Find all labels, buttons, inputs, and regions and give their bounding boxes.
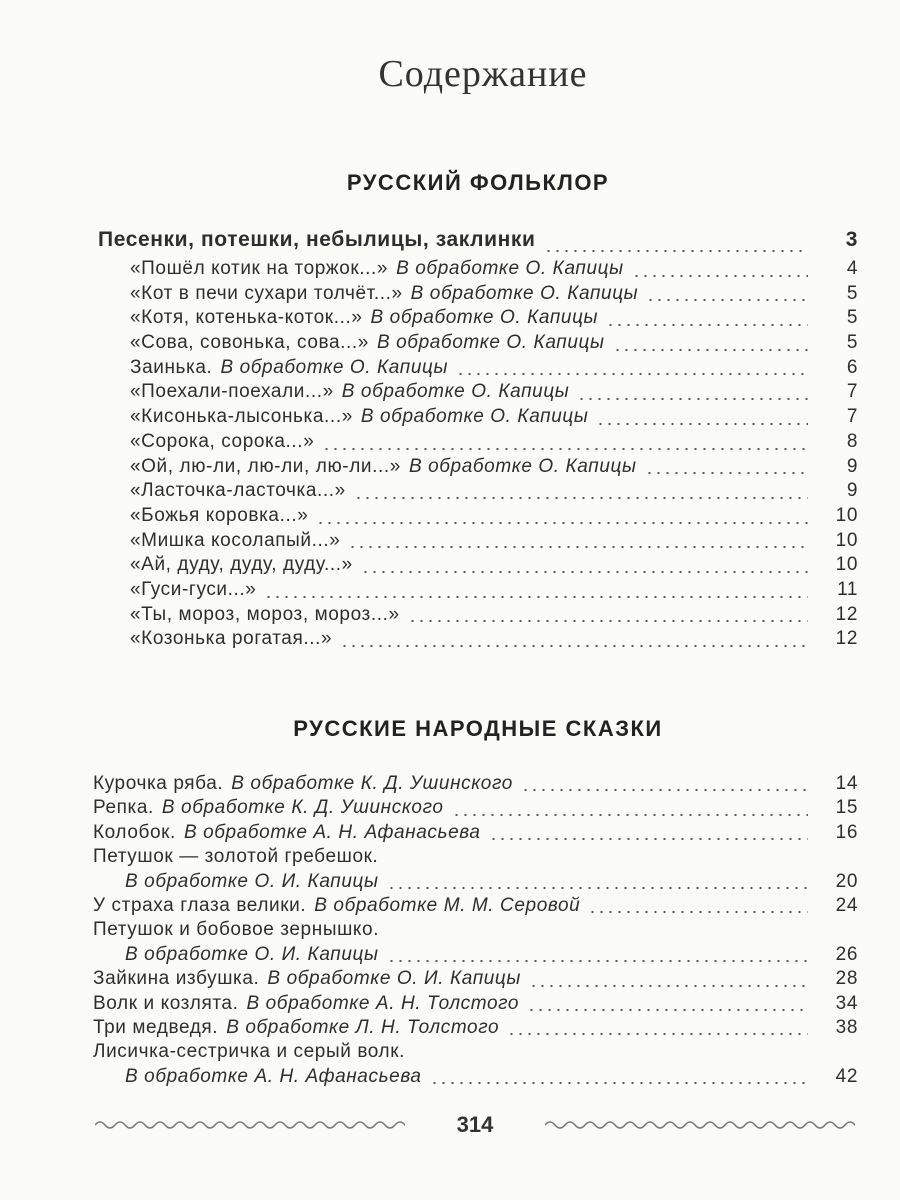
toc-entry	[0, 1017, 900, 1041]
entry-title: «Кот в печи сухари толчёт...»	[130, 282, 403, 304]
toc-entry	[0, 406, 900, 431]
toc-list-folklore	[0, 228, 900, 653]
dot-leader	[507, 1032, 808, 1036]
dot-leader	[456, 372, 808, 376]
dot-leader	[527, 1008, 808, 1012]
entry-title: Зайкина избушка.	[93, 968, 260, 990]
dot-leader	[588, 910, 808, 914]
toc-entry	[0, 456, 900, 481]
entry-author: В обработке А. Н. Афанасьева	[125, 1065, 422, 1087]
entry-title: Песенки, потешки, небылицы, заклинки	[98, 228, 536, 251]
entry-author: В обработке К. Д. Ушинского	[161, 797, 444, 819]
entry-author: В обработке О. Капицы	[408, 455, 637, 477]
toc-entry	[0, 1041, 900, 1065]
toc-list-fairy-tales	[0, 773, 900, 1090]
dot-leader	[361, 570, 808, 574]
toc-entry	[0, 773, 900, 797]
entry-page: 3	[845, 228, 858, 251]
toc-entry	[0, 604, 900, 629]
entry-author: В обработке Л. Н. Толстого	[226, 1016, 500, 1038]
entry-page: 4	[846, 258, 858, 279]
entry-page: 10	[835, 554, 858, 576]
entry-title: «Гуси-гуси...»	[130, 578, 257, 600]
dot-leader	[596, 422, 808, 426]
entry-title: «Мишка косолапый...»	[130, 529, 341, 551]
entry-page: 16	[835, 821, 858, 843]
entry-title: Три медведя.	[93, 1016, 219, 1038]
entry-page: 28	[835, 968, 858, 990]
entry-page: 5	[846, 282, 858, 304]
entry-title: Колобок.	[93, 821, 176, 843]
entry-page: 10	[835, 529, 858, 551]
entry-page: 42	[835, 1065, 858, 1087]
toc-entry	[0, 381, 900, 406]
toc-entry	[0, 628, 900, 653]
entry-page: 12	[835, 628, 858, 650]
section-heading-folklore: РУССКИЙ ФОЛЬКЛОР	[346, 170, 610, 195]
toc-entry	[0, 1066, 900, 1090]
entry-author: В обработке О. Капицы	[396, 258, 624, 279]
entry-page: 10	[835, 504, 858, 526]
entry-title: «Ой, лю-ли, лю-ли, лю-ли...»	[130, 455, 401, 477]
dot-leader	[521, 788, 808, 792]
entry-title: Петушок и бобовое зернышко.	[93, 919, 380, 941]
entry-page: 7	[846, 381, 858, 403]
entry-page: 34	[835, 992, 858, 1014]
entry-author: В обработке О. Капицы	[341, 381, 570, 403]
dot-leader	[430, 1081, 808, 1085]
entry-author: В обработке О. Капицы	[410, 282, 639, 304]
entry-title: «Ай, дуду, дуду, дуду...»	[130, 554, 353, 576]
toc-entry	[0, 480, 900, 505]
entry-title: Петушок — золотой гребешок.	[93, 846, 379, 868]
entry-page: 11	[837, 578, 858, 600]
toc-entry	[0, 846, 900, 870]
entry-author: В обработке О. И. Капицы	[267, 968, 521, 990]
entry-title: «Поехали-поехали...»	[130, 381, 334, 403]
section-heading-fairy-tales: РУССКИЕ НАРОДНЫЕ СКАЗКИ	[293, 716, 663, 741]
dot-leader	[264, 595, 808, 599]
dot-leader	[354, 496, 808, 500]
entry-author: В обработке О. Капицы	[370, 307, 599, 329]
toc-entry	[0, 968, 900, 992]
toc-entry	[0, 579, 900, 604]
entry-title: Заинька.	[130, 356, 213, 378]
toc-entry	[0, 530, 900, 555]
dot-leader	[646, 298, 808, 302]
entry-author: В обработке А. Н. Толстого	[246, 992, 520, 1014]
entry-title: У страха глаза велики.	[93, 894, 307, 916]
entry-author: В обработке О. Капицы	[360, 406, 589, 428]
toc-entry	[0, 431, 900, 456]
entry-page: 14	[835, 773, 858, 794]
dot-leader	[544, 249, 809, 253]
toc-entry	[0, 283, 900, 308]
dot-leader	[645, 471, 808, 475]
dot-leader	[387, 886, 808, 890]
entry-author: В обработке А. Н. Афанасьева	[183, 821, 481, 843]
entry-author: В обработке О. Капицы	[220, 356, 449, 378]
toc-entry	[0, 357, 900, 382]
dot-leader	[613, 348, 808, 352]
toc-entry	[0, 554, 900, 579]
toc-entry	[0, 258, 900, 283]
entry-page: 5	[846, 332, 858, 354]
toc-entry	[0, 871, 900, 895]
entry-page: 20	[835, 870, 858, 892]
dot-leader	[577, 397, 808, 401]
entry-title: «Сорока, сорока...»	[130, 430, 315, 452]
entry-page: 7	[846, 406, 858, 428]
entry-page: 12	[835, 603, 858, 625]
entry-page: 9	[846, 480, 858, 502]
entry-author: В обработке К. Д. Ушинского	[231, 773, 513, 794]
toc-entry	[0, 505, 900, 530]
entry-author: В обработке О. И. Капицы	[125, 943, 379, 965]
toc-entry	[0, 332, 900, 357]
dot-leader	[387, 959, 808, 963]
entry-page: 8	[846, 430, 858, 452]
dot-leader	[452, 813, 809, 817]
toc-entry	[0, 797, 900, 821]
toc-entry	[0, 919, 900, 943]
toc-entry	[0, 993, 900, 1017]
toc-entry	[0, 822, 900, 846]
page-title: Содержание	[378, 53, 588, 95]
entry-title: «Божья коровка...»	[130, 504, 309, 526]
entry-page: 15	[835, 797, 858, 819]
entry-title: Лисичка-сестричка и серый волк.	[93, 1041, 406, 1063]
wavy-ornament-left	[95, 1118, 405, 1132]
entry-page: 24	[835, 894, 858, 916]
entry-title: «Котя, котенька-коток...»	[130, 307, 363, 329]
entry-page: 6	[846, 356, 858, 378]
entry-page: 26	[835, 943, 858, 965]
entry-title: Курочка ряба.	[93, 773, 224, 794]
entry-author: В обработке М. М. Серовой	[314, 894, 581, 916]
entry-page: 9	[846, 455, 858, 477]
toc-entry	[0, 228, 900, 258]
toc-entry	[0, 307, 900, 332]
dot-leader	[632, 274, 808, 278]
dot-leader	[348, 545, 808, 549]
dot-leader	[408, 619, 808, 623]
entry-author: В обработке О. Капицы	[376, 332, 605, 354]
entry-title: «Пошёл котик на торжок...»	[130, 258, 389, 279]
page-number: 314	[456, 1112, 494, 1137]
dot-leader	[322, 447, 808, 451]
entry-title: «Ласточка-ласточка...»	[130, 480, 346, 502]
entry-title: Репка.	[93, 797, 154, 819]
wavy-ornament-right	[545, 1118, 855, 1132]
entry-page: 38	[835, 1016, 858, 1038]
dot-leader	[316, 521, 808, 525]
entry-page: 5	[846, 307, 858, 329]
dot-leader	[340, 644, 808, 648]
toc-entry	[0, 895, 900, 919]
page-footer	[95, 1112, 855, 1138]
entry-title: «Козонька рогатая...»	[130, 628, 333, 650]
entry-title: Волк и козлята.	[93, 992, 239, 1014]
dot-leader	[529, 984, 808, 988]
entry-title: «Сова, совонька, сова...»	[130, 332, 369, 354]
entry-title: «Кисонька-лысонька...»	[130, 406, 353, 428]
toc-entry	[0, 944, 900, 968]
dot-leader	[606, 323, 808, 327]
entry-title: «Ты, мороз, мороз, мороз...»	[130, 603, 400, 625]
dot-leader	[489, 837, 808, 841]
entry-author: В обработке О. И. Капицы	[125, 870, 379, 892]
